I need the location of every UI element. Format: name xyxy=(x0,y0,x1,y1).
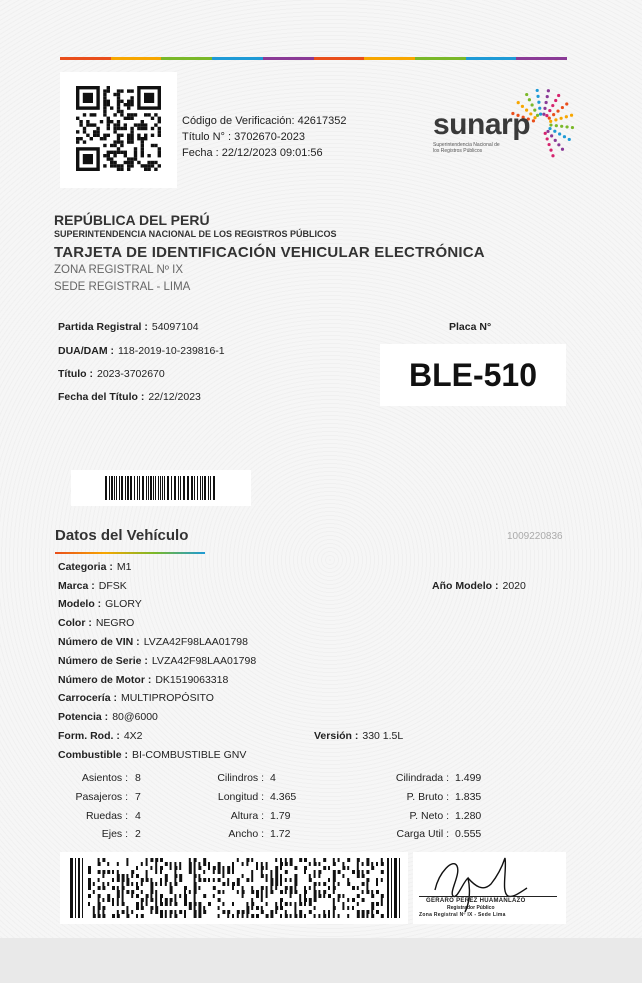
pasajeros-label: Pasajeros : xyxy=(75,791,128,803)
cilindros-value: 4 xyxy=(270,772,276,784)
cilindrada-label: Cilindrada : xyxy=(395,772,449,784)
asientos-value: 8 xyxy=(135,772,141,784)
stripe-segment xyxy=(212,57,263,60)
cilindrada-value: 1.499 xyxy=(455,772,482,784)
carga-label: Carga Util : xyxy=(396,828,449,840)
qr-code-image xyxy=(60,72,177,188)
version-value: 330 1.5L xyxy=(362,730,404,742)
ejes-value: 2 xyxy=(135,828,141,840)
vin-field xyxy=(58,636,248,648)
ruedas-label: Ruedas : xyxy=(85,810,128,822)
color-stripe xyxy=(60,57,567,60)
ancho-label: Ancho : xyxy=(228,828,264,840)
potencia-value: 80@6000 xyxy=(112,711,158,723)
anio-value: 2020 xyxy=(502,580,526,592)
serie-value: LVZA42F98LAA01798 xyxy=(151,655,257,667)
carroceria-field xyxy=(58,692,214,704)
color-label: Color : xyxy=(58,617,92,629)
anio-label: Año Modelo : xyxy=(432,580,499,592)
title-number: Título N° : 3702670-2023 xyxy=(182,131,306,143)
titulo-label: Título : xyxy=(58,368,93,380)
pneto-value: 1.280 xyxy=(455,810,482,822)
country-heading: REPÚBLICA DEL PERÚ xyxy=(54,212,210,228)
page-margin xyxy=(0,938,642,983)
issue-date: Fecha : 22/12/2023 09:01:56 xyxy=(182,147,323,159)
partida-value: 54097104 xyxy=(151,321,199,333)
stripe-segment xyxy=(466,57,517,60)
serie-label: Número de Serie : xyxy=(58,655,148,667)
pneto-label: P. Neto : xyxy=(409,810,449,822)
stripe-segment xyxy=(60,57,111,60)
pbruto-value: 1.835 xyxy=(455,791,482,803)
partida-field xyxy=(58,321,199,333)
potencia-field xyxy=(58,711,158,723)
dua-label: DUA/DAM : xyxy=(58,345,114,357)
stripe-segment xyxy=(263,57,314,60)
motor-label: Número de Motor : xyxy=(58,674,152,686)
stripe-segment xyxy=(111,57,162,60)
marca-label: Marca : xyxy=(58,580,95,592)
pdf417-barcode xyxy=(60,852,408,924)
formrod-value: 4X2 xyxy=(123,730,143,742)
carroceria-label: Carrocería : xyxy=(58,692,117,704)
barcode-large-icon xyxy=(60,852,408,924)
anio-field xyxy=(432,580,526,592)
document-code: 1009220836 xyxy=(507,531,563,542)
dua-value: 118-2019-10-239816-1 xyxy=(118,345,225,357)
verification-code: Código de Verificación: 42617352 xyxy=(182,115,347,127)
signer-zone: Zona Registral Nº IX - Sede Lima xyxy=(419,912,506,918)
potencia-label: Potencia : xyxy=(58,711,109,723)
longitud-label: Longitud : xyxy=(217,791,264,803)
formrod-field xyxy=(58,730,143,742)
categoria-label: Categoria : xyxy=(58,561,113,573)
logo-subtitle: Superintendencia Nacional de los Registros Públicos xyxy=(433,142,500,154)
serie-field xyxy=(58,655,256,667)
version-field xyxy=(314,730,403,742)
combustible-field xyxy=(58,749,246,761)
qr-code xyxy=(60,72,177,188)
pasajeros-value: 7 xyxy=(135,791,141,803)
stripe-segment xyxy=(364,57,415,60)
marca-value: DFSK xyxy=(98,580,127,592)
modelo-label: Modelo : xyxy=(58,598,102,610)
asientos-label: Asientos : xyxy=(81,772,128,784)
section-title: Datos del Vehículo xyxy=(55,527,189,544)
vin-label: Número de VIN : xyxy=(58,636,140,648)
stripe-segment xyxy=(516,57,567,60)
formrod-label: Form. Rod. : xyxy=(58,730,120,742)
signer-role: Registrador Público xyxy=(447,905,495,911)
motor-field xyxy=(58,674,228,686)
registry-seat: SEDE REGISTRAL - LIMA xyxy=(54,281,191,293)
partida-label: Partida Registral : xyxy=(58,321,148,333)
document-title: TARJETA DE IDENTIFICACIÓN VEHICULAR ELECTRÓNICA xyxy=(54,244,485,261)
categoria-field xyxy=(58,561,131,573)
plate-box xyxy=(380,344,566,406)
stripe-segment xyxy=(314,57,365,60)
dua-field xyxy=(58,345,225,357)
plate-label: Placa N° xyxy=(449,321,492,333)
color-value: NEGRO xyxy=(95,617,135,629)
stripe-segment xyxy=(415,57,466,60)
sunarp-logo xyxy=(430,86,578,164)
altura-label: Altura : xyxy=(230,810,264,822)
combustible-value: BI-COMBUSTIBLE GNV xyxy=(132,749,247,761)
modelo-value: GLORY xyxy=(105,598,142,610)
ejes-label: Ejes : xyxy=(101,828,128,840)
carga-value: 0.555 xyxy=(455,828,482,840)
section-underline xyxy=(55,552,205,554)
carroceria-value: MULTIPROPÓSITO xyxy=(120,692,214,704)
ancho-value: 1.72 xyxy=(270,828,291,840)
small-barcode xyxy=(71,470,251,506)
pbruto-label: P. Bruto : xyxy=(406,791,449,803)
fecha-titulo-value: 22/12/2023 xyxy=(148,391,201,403)
ruedas-value: 4 xyxy=(135,810,141,822)
signature-line xyxy=(419,896,557,897)
verification-info xyxy=(182,113,347,161)
barcode-icon xyxy=(71,470,251,506)
categoria-value: M1 xyxy=(116,561,132,573)
marca-field xyxy=(58,580,127,592)
stripe-segment xyxy=(161,57,212,60)
titulo-field xyxy=(58,368,165,380)
agency-heading: SUPERINTENDENCIA NACIONAL DE LOS REGISTROS PÚBLICOS xyxy=(54,229,337,239)
modelo-field xyxy=(58,598,142,610)
motor-value: DK1519063318 xyxy=(155,674,229,686)
registry-zone: ZONA REGISTRAL Nº IX xyxy=(54,264,184,276)
fecha-titulo-label: Fecha del Título : xyxy=(58,391,145,403)
titulo-value: 2023-3702670 xyxy=(97,368,165,380)
logo-wordmark: sunarp xyxy=(433,108,531,141)
longitud-value: 4.365 xyxy=(270,791,297,803)
fecha-titulo-field xyxy=(58,391,201,403)
plate-number: BLE-510 xyxy=(408,356,538,393)
combustible-label: Combustible : xyxy=(58,749,128,761)
altura-value: 1.79 xyxy=(270,810,291,822)
version-label: Versión : xyxy=(314,730,359,742)
signer-name: GERARO PEREZ HUAMANLAZO xyxy=(426,898,526,904)
vin-value: LVZA42F98LAA01798 xyxy=(143,636,248,648)
cilindros-label: Cilindros : xyxy=(217,772,264,784)
color-field xyxy=(58,617,134,629)
